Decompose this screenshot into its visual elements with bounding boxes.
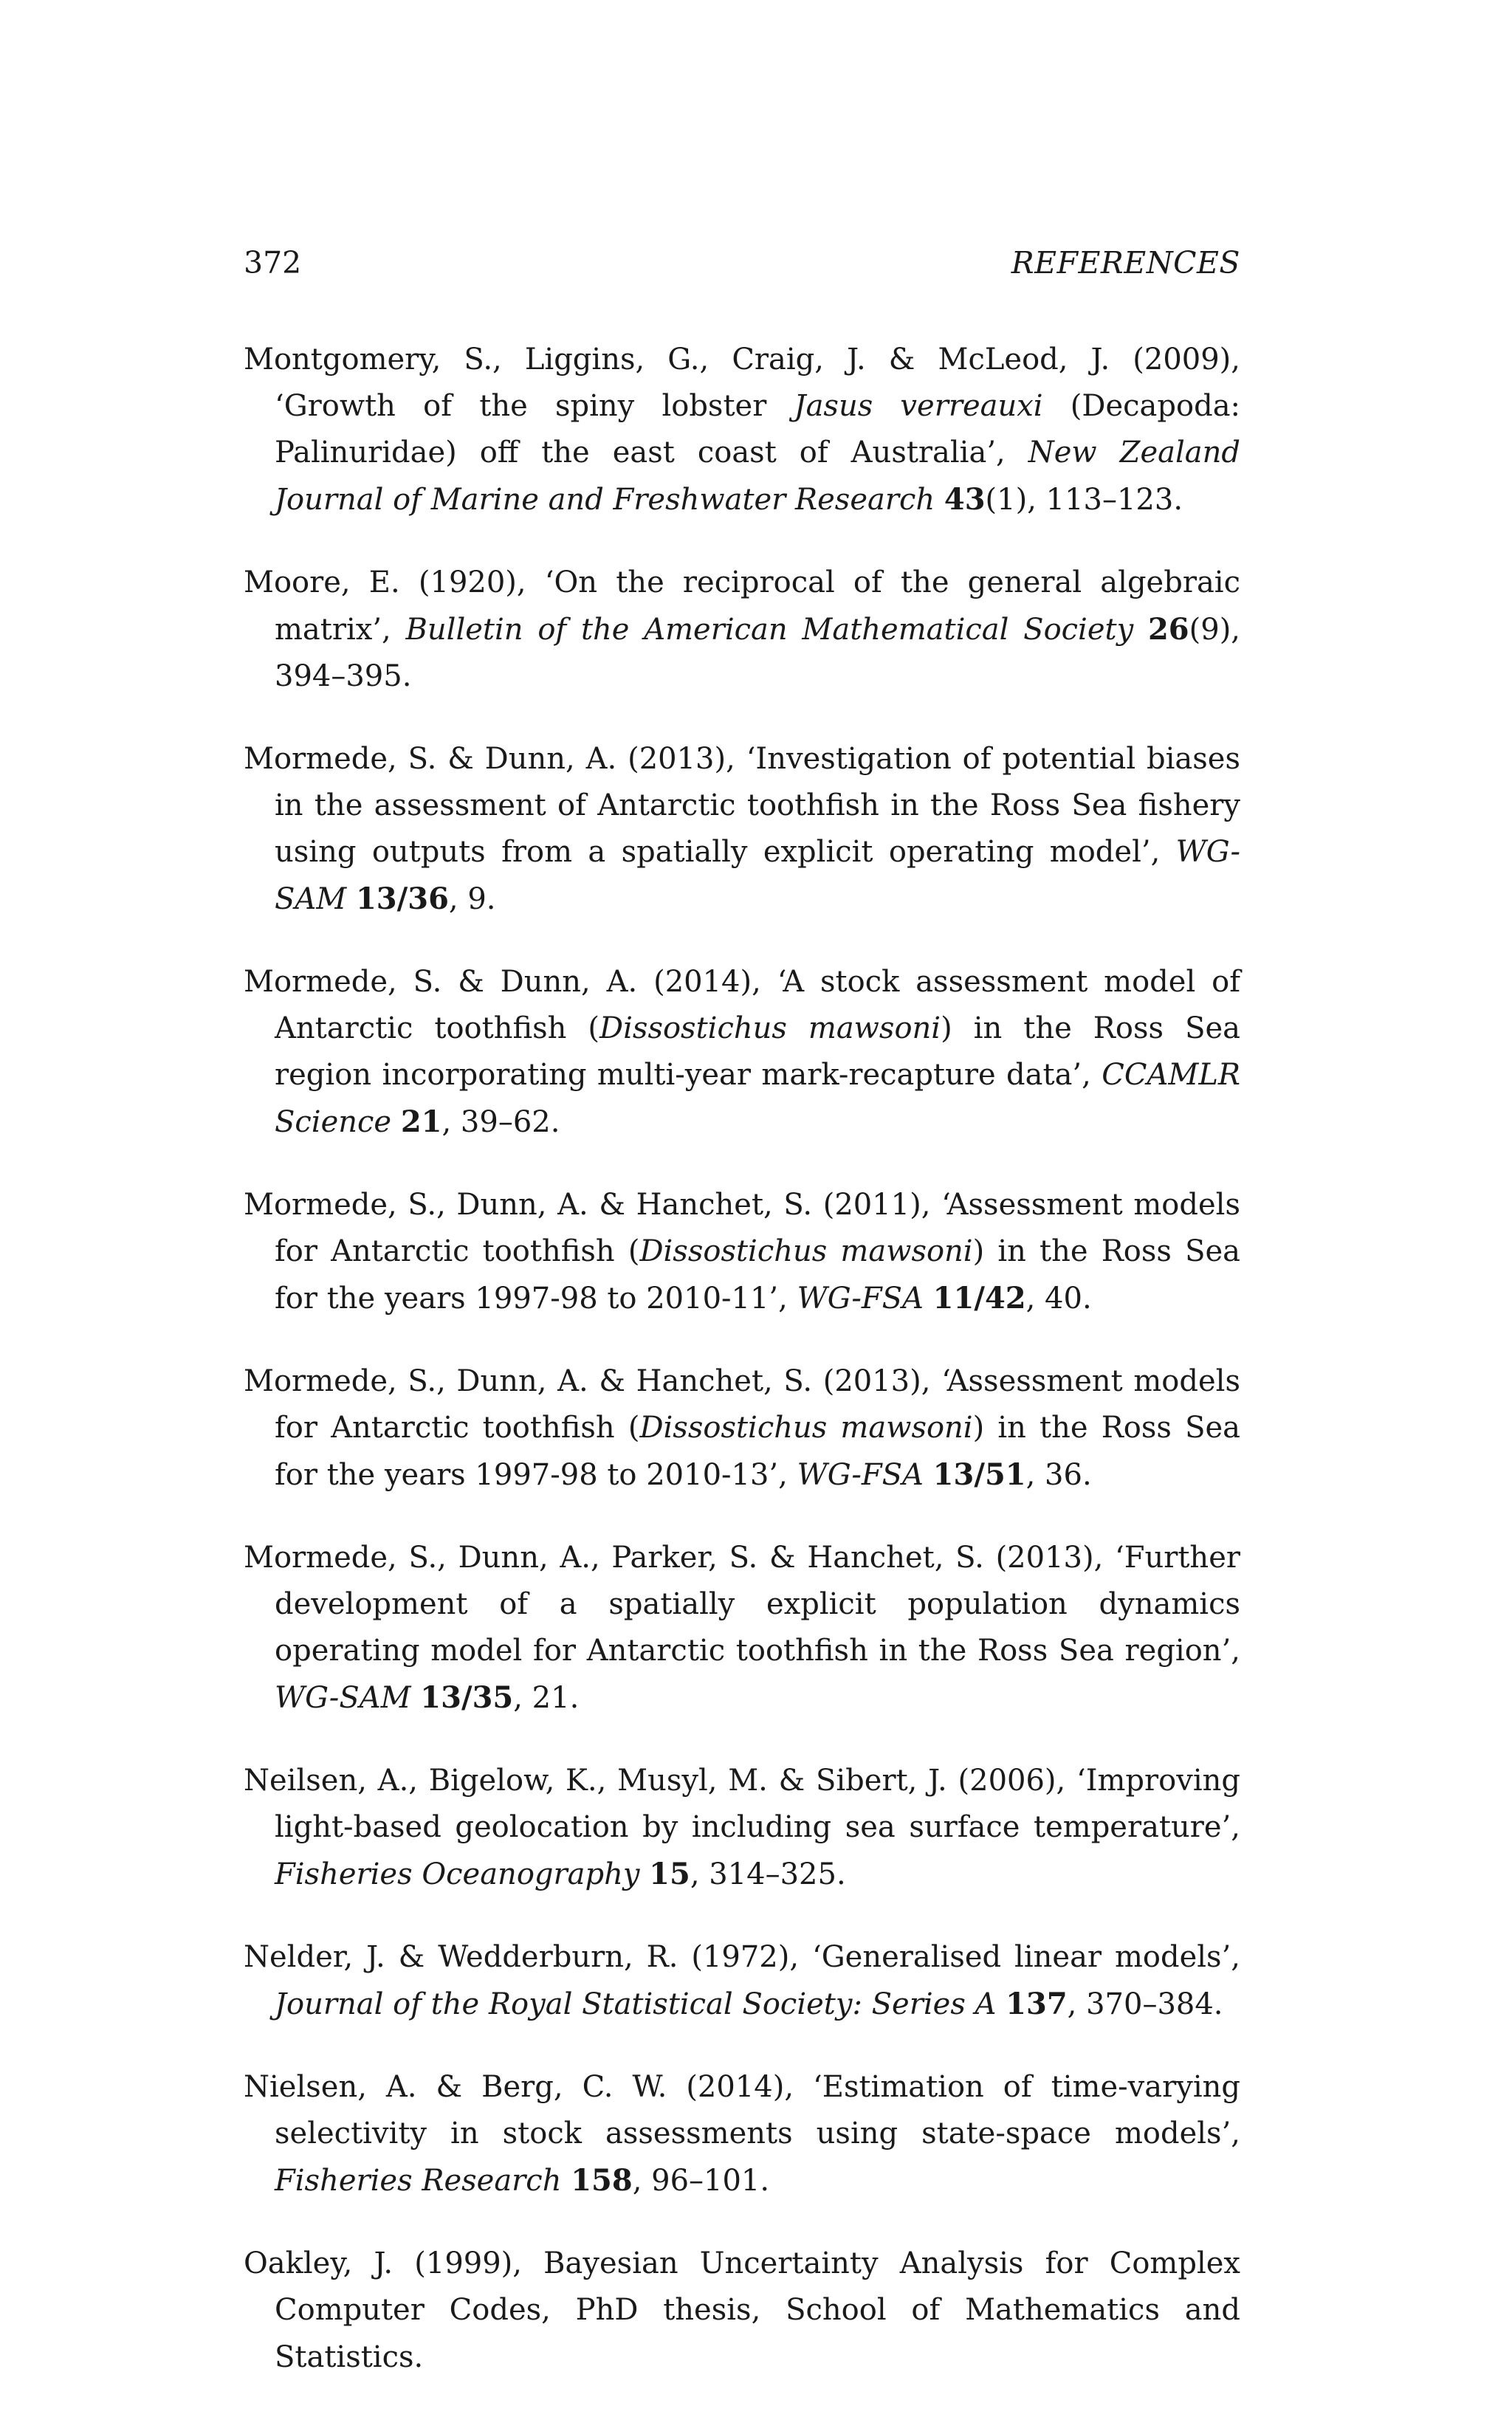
reference-entry: Mormede, S. & Dunn, A. (2013), ‘Investigation of potential biases in the assessment of Antarctic toothfish in the Ross Sea fishery using outputs from a spatially explicit operating model’, WG-SAM 13/36, 9. (244, 742, 1240, 916)
page (244, 241, 1240, 2417)
reference-entry: Mormede, S., Dunn, A. & Hanchet, S. (2013), ‘Assessment models for Antarctic toothfish (Dissostichus mawsoni) in the Ross Sea for the years 1997-98 to 2010-13’, WG-FSA 13/51, 36. (244, 1364, 1240, 1492)
running-header (244, 241, 1240, 285)
reference-entry: Moore, E. (1920), ‘On the reciprocal of the general algebraic matrix’, Bulletin of the American Mathematical Society 26(9), 394–395. (244, 565, 1241, 693)
reference-entry: Nielsen, A. & Berg, C. W. (2014), ‘Estimation of time-varying selectivity in stock assessments using state-space models’, Fisheries Research 158, 96–101. (244, 2070, 1240, 2198)
reference-entry: Mormede, S., Dunn, A. & Hanchet, S. (2011), ‘Assessment models for Antarctic toothfish (Dissostichus mawsoni) in the Ross Sea for the years 1997-98 to 2010-11’, WG-FSA 11/42, 40. (244, 1188, 1240, 1316)
reference-entry: Oakley, J. (1999), Bayesian Uncertainty Analysis for Complex Computer Codes, PhD thesis, School of Mathematics and Statistics. (244, 2246, 1240, 2374)
reference-entry: Nelder, J. & Wedderburn, R. (1972), ‘Generalised linear models’, Journal of the Royal Statistical Society: Series A 137, 370–384. (244, 1940, 1240, 2021)
reference-entry: Mormede, S., Dunn, A., Parker, S. & Hanchet, S. (2013), ‘Further development of a spatially explicit population dynamics operating model for Antarctic toothfish in the Ross Sea region’, WG-SAM 13/35, 21. (244, 1541, 1240, 1715)
reference-entry: Neilsen, A., Bigelow, K., Musyl, M. & Sibert, J. (2006), ‘Improving light-based geolocation by including sea surface temperature’, Fisheries Oceanography 15, 314–325. (244, 1764, 1240, 1891)
section-title: REFERENCES (1011, 245, 1240, 281)
reference-entry: Mormede, S. & Dunn, A. (2014), ‘A stock assessment model of Antarctic toothfish (Dissostichus mawsoni) in the Ross Sea region incorporating multi-year mark-recapture data’, CCAMLR Science 21, 39–62. (244, 965, 1240, 1139)
reference-list (244, 337, 1240, 2381)
reference-entry: Montgomery, S., Liggins, G., Craig, J. & McLeod, J. (2009), ‘Growth of the spiny lobster Jasus verreauxi (Decapoda: Palinuridae) off the east coast of Australia’, New Zealand Journal of Marine and Freshwater Research 43(1), 113–123. (244, 343, 1241, 517)
page-number: 372 (244, 245, 302, 281)
